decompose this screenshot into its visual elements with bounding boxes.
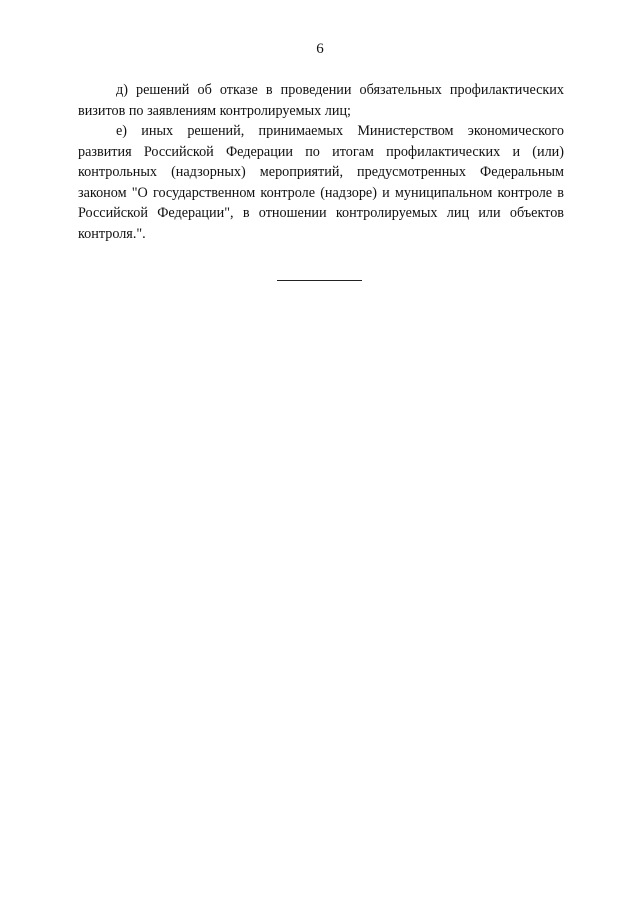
document-body xyxy=(78,80,564,244)
paragraph-d: д) решений об отказе в проведении обязательных профилактических визитов по заявлениям контролируемых лиц; xyxy=(78,82,564,119)
end-separator-line xyxy=(277,280,362,281)
paragraph-e: е) иных решений, принимаемых Министерством экономического развития Российской Федерации по итогам профилактических и (или) контрольных (надзорных) мероприятий, предусмотренных Федеральным законом "О государственном контроле (надзоре) и муниципальном контроле в Российской Федерации", в отношении контролируемых лиц или объектов контроля.". xyxy=(78,123,564,242)
page-number: 6 xyxy=(316,41,324,57)
